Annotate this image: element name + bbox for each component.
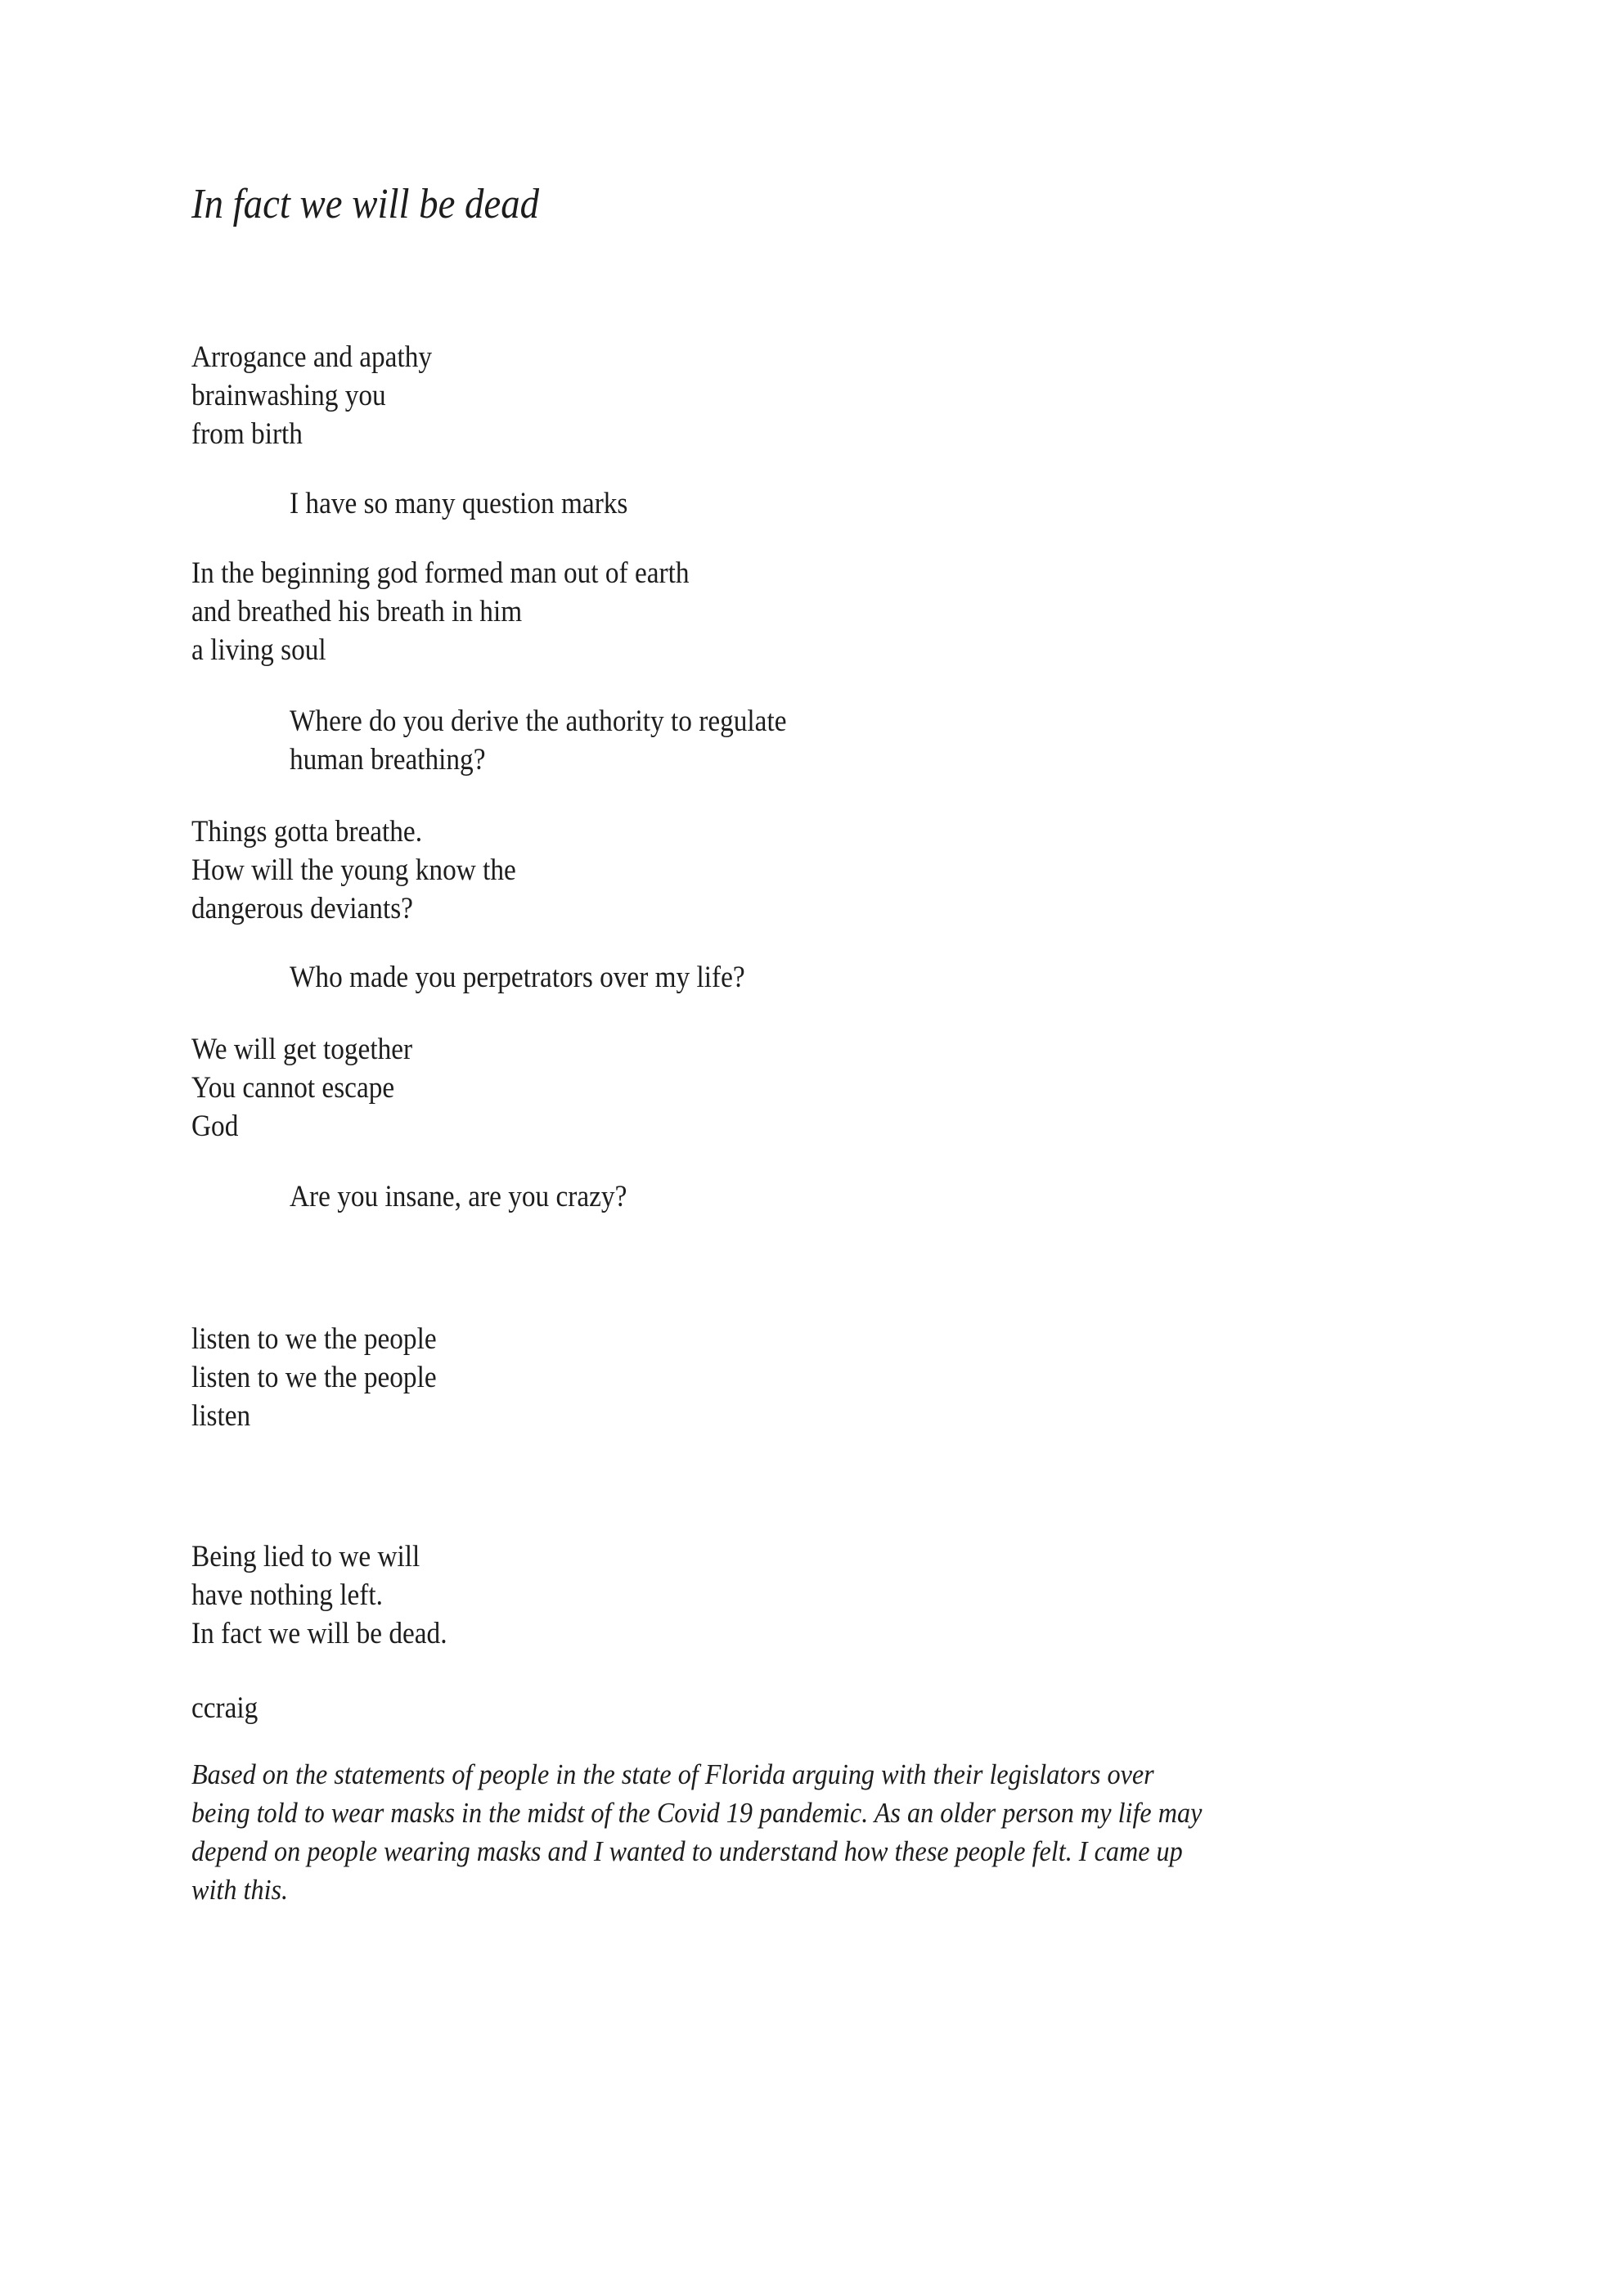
poem-line: God xyxy=(191,1110,239,1143)
signature-text: ccraig xyxy=(191,1691,259,1725)
note-line: Based on the statements of people in the state of Florida arguing with their legislators over xyxy=(191,1758,1154,1790)
poem-line: a living soul xyxy=(191,633,326,667)
stanza-1 xyxy=(191,338,432,453)
note-line: being told to wear masks in the midst of the Covid 19 pandemic. As an older person my life may xyxy=(191,1797,1203,1829)
poem-line: Are you insane, are you crazy? xyxy=(290,1180,627,1213)
stanza-6-indented xyxy=(290,958,745,997)
poem-line: In the beginning god formed man out of earth xyxy=(191,556,690,590)
poem-line: dangerous deviants? xyxy=(191,892,413,925)
note-line: with this. xyxy=(191,1874,289,1906)
poem-line: Arrogance and apathy xyxy=(191,340,433,374)
poem-line: You cannot escape xyxy=(191,1071,395,1105)
signature xyxy=(191,1689,258,1727)
poem-line: Who made you perpetrators over my life? xyxy=(290,961,745,994)
poem-line: brainwashing you xyxy=(191,379,386,412)
stanza-5 xyxy=(191,813,516,928)
stanza-4-indented xyxy=(290,702,787,779)
author-note xyxy=(191,1755,1501,1909)
stanza-2-indented xyxy=(290,484,627,523)
poem-line: We will get together xyxy=(191,1033,413,1066)
poem-line: listen to we the people xyxy=(191,1361,437,1394)
poem-line: I have so many question marks xyxy=(290,487,628,520)
stanza-10 xyxy=(191,1537,447,1653)
poem-line: Being lied to we will xyxy=(191,1540,420,1573)
poem-line: Where do you derive the authority to regulate xyxy=(290,705,787,738)
stanza-8-indented xyxy=(290,1177,627,1216)
poem-title: In fact we will be dead xyxy=(191,181,540,227)
stanza-7 xyxy=(191,1030,412,1146)
stanza-3 xyxy=(191,554,689,669)
poem-line: have nothing left. xyxy=(191,1578,383,1612)
poem-line: listen to we the people xyxy=(191,1322,437,1356)
note-line: depend on people wearing masks and I wanted to understand how these people felt. I came up xyxy=(191,1835,1183,1867)
poem-line: In fact we will be dead. xyxy=(191,1617,447,1650)
poem-line: How will the young know the xyxy=(191,853,516,887)
poem-line: human breathing? xyxy=(290,743,486,777)
poem-line: Things gotta breathe. xyxy=(191,815,423,849)
poem-line: and breathed his breath in him xyxy=(191,595,523,628)
poem-line: from birth xyxy=(191,417,303,451)
stanza-9 xyxy=(191,1320,437,1435)
poem-line: listen xyxy=(191,1399,251,1433)
